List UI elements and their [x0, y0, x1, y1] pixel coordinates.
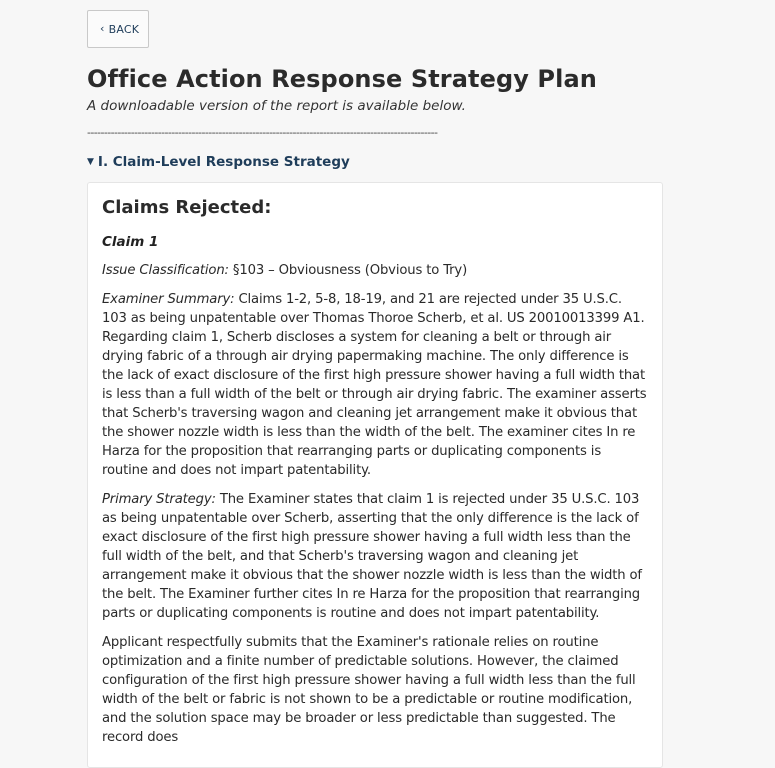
- primary-strategy-text: The Examiner states that claim 1 is rejected under 35 U.S.C. 103 as being unpatentable over Scherb, asserting that the only difference is the lack of exact disclosure of the first high pressure shower having a full width less than the full width of the belt, and that Scherb's traversing wagon and cleaning jet arrangement make it obvious that the shower nozzle width is less than the width of the belt. The Examiner further cites In re Harza for the proposition that rearranging parts or duplicating components is routine and does not impart patentability.: [102, 492, 642, 621]
- section-toggle-label: I. Claim-Level Response Strategy: [97, 153, 350, 170]
- primary-strategy: [102, 490, 648, 623]
- caret-down-icon: ▼: [87, 157, 94, 167]
- section-toggle-claim-level-strategy[interactable]: [87, 152, 663, 171]
- chevron-left-icon: ‹: [100, 22, 105, 35]
- claim-title: Claim 1: [102, 234, 159, 250]
- primary-strategy-label: Primary Strategy:: [102, 492, 216, 507]
- examiner-summary-text: Claims 1-2, 5-8, 18-19, and 21 are rejected under 35 U.S.C. 103 as being unpatentable over Thomas Thoroe Scherb, et al. US 20010013399 A1. Regarding claim 1, Scherb discloses a system for cleaning a belt or through air drying fabric of a through air drying papermaking machine. The only difference is the lack of exact disclosure of the first high pressure shower having a full width that is less than a full width of the belt or through air drying fabric. The examiner asserts that Scherb's traversing wagon and cleaning jet arrangement make it obvious that the shower nozzle width is less than the width of the belt. The examiner cites In re Harza for the proposition that rearranging parts or duplicating components is routine and does not impart patentability.: [102, 292, 647, 478]
- applicant-argument: Applicant respectfully submits that the Examiner's rationale relies on routine optimization and a finite number of predictable solutions. However, the claimed configuration of the first high pressure shower having a full width less than the full width of the belt or fabric is not shown to be a predictable or routine modification, and the solution space may be broader or less predictable than suggested. The record does: [102, 635, 636, 745]
- page-container: [87, 10, 663, 768]
- back-button-label: BACK: [108, 22, 140, 36]
- issue-classification-value: §103 – Obviousness (Obvious to Try): [228, 263, 468, 278]
- back-button[interactable]: [87, 10, 149, 48]
- text-divider: --------------------------------------------------------------------------------------------------------: [87, 126, 438, 139]
- examiner-summary-label: Examiner Summary:: [102, 292, 235, 307]
- page-subtitle: A downloadable version of the report is available below.: [87, 98, 466, 114]
- issue-classification: [102, 261, 648, 280]
- examiner-summary: [102, 290, 648, 480]
- claims-card: [87, 182, 663, 768]
- page-title: Office Action Response Strategy Plan: [87, 65, 597, 93]
- claims-rejected-heading: Claims Rejected:: [102, 197, 272, 218]
- issue-classification-label: Issue Classification:: [102, 263, 229, 278]
